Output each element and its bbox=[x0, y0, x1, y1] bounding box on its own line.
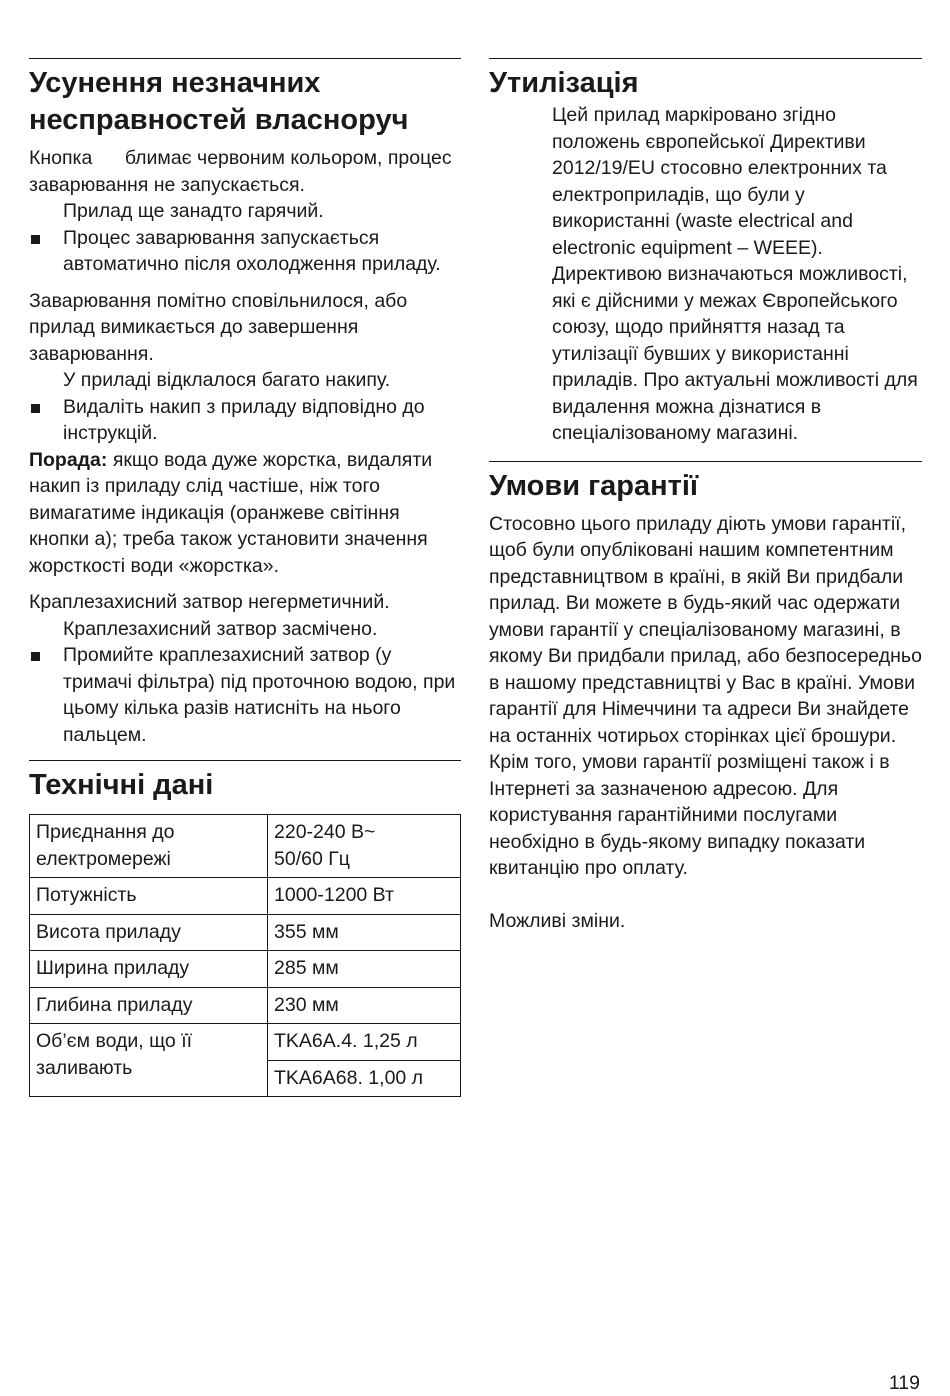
spec-label: Приєднання до електромережі bbox=[30, 815, 268, 878]
tech-spec-table bbox=[29, 814, 461, 1097]
remedy-1 bbox=[29, 225, 461, 278]
spec-label: Ширина приладу bbox=[30, 951, 268, 988]
remedy-2 bbox=[29, 394, 461, 447]
troubleshooting-section bbox=[29, 59, 461, 748]
table-row bbox=[30, 951, 461, 988]
tip-label: Порада: bbox=[29, 448, 108, 471]
tech-section bbox=[29, 761, 461, 1097]
table-row bbox=[30, 914, 461, 951]
remedy-1-text: Процес заварювання запускається автоматично після охолодження приладу. bbox=[63, 226, 441, 275]
tip-paragraph bbox=[29, 447, 461, 580]
spec-label: Висота приладу bbox=[30, 914, 268, 951]
table-row bbox=[30, 815, 461, 878]
table-row bbox=[30, 1024, 461, 1061]
spec-value: TKA6A.4. 1,25 л bbox=[268, 1024, 461, 1061]
spec-value: 285 мм bbox=[268, 951, 461, 988]
warranty-title: Умови гарантії bbox=[489, 469, 699, 502]
problem-1-start: Кнопка bbox=[29, 147, 93, 169]
disposal-title: Утилізація bbox=[489, 67, 639, 99]
problem-2: Заварювання помітно сповільнилося, або прилад вимикається до завершення заварювання. bbox=[29, 289, 408, 365]
table-row bbox=[30, 987, 461, 1024]
cause-1: Прилад ще занадто гарячий. bbox=[63, 200, 324, 222]
spec-label: Об’єм води, що її заливають bbox=[30, 1024, 268, 1097]
warranty-text: Стосовно цього приладу діють умови гарантії, щоб були опубліковані нашим компетентним представництвом в країні, в якій Ви придбали прилад. Ви можете в будь-який час одержати умови гарантії у спеціалізованому магазині, в якому Ви придбали прилад, або безпосередньо в нашому представництві у Вас в країні. Умови гарантії для Німеччини та адреси Ви знайдете на останніх чотирьох сторінках цієї брошури. Крім того, умови гарантії розміщені також і в Інтернеті за зазначеною адресою. Для користування гарантійними послугами необхідно в будь-якому випадку показати квитанцію про оплату. bbox=[489, 512, 922, 879]
spec-label: Глибина приладу bbox=[30, 987, 268, 1024]
bullet-square-icon bbox=[31, 652, 40, 661]
spec-label: Потужність bbox=[30, 878, 268, 915]
tip-text: якщо вода дуже жорстка, видаляти накип із приладу слід частіше, ніж того вимагатиме індикація (оранжеве світіння кнопки a); треба також установити значення жорсткості води «жорстка». bbox=[29, 448, 433, 577]
cause-2: У приладі відклалося багато накипу. bbox=[63, 369, 391, 391]
remedy-3-text: Промийте краплезахисний затвор (у тримачі фільтра) під проточною водою, при цьому кілька разів натисніть на нього пальцем. bbox=[63, 644, 456, 746]
spec-value: 1000-1200 Вт bbox=[268, 878, 461, 915]
warranty-section bbox=[489, 462, 922, 935]
remedy-2-text: Видаліть накип з приладу відповідно до інструкцій. bbox=[63, 395, 425, 444]
remedy-3 bbox=[29, 642, 461, 748]
warranty-note: Можливі зміни. bbox=[489, 909, 626, 932]
left-column bbox=[29, 58, 461, 1097]
problem-3: Краплезахисний затвор негерметичний. bbox=[29, 591, 390, 613]
spec-value: TKA6A68. 1,00 л bbox=[268, 1060, 461, 1097]
disposal-text: Цей прилад маркіровано згідно положень європейської Директиви 2012/19/EU стосовно електронних та електроприладів, що були у використанні (waste electrical and electronic equipment – WEEE). Директивою визначаються можливості, які є дійсними у межах Європейського союзу, щодо прийняття назад та утилізації бувших у використанні приладів. Про актуальні можливості для видалення можна дізнатися в спеціалізованому магазині. bbox=[552, 104, 918, 444]
right-column bbox=[489, 58, 922, 934]
cause-3: Краплезахисний затвор засмічено. bbox=[63, 617, 378, 640]
disposal-section bbox=[489, 59, 922, 447]
problem-1 bbox=[29, 145, 461, 198]
table-row bbox=[30, 878, 461, 915]
bullet-square-icon bbox=[31, 235, 40, 244]
tech-title: Технічні дані bbox=[29, 769, 214, 801]
spec-value: 230 мм bbox=[268, 987, 461, 1024]
spec-value: 220-240 В~ 50/60 Гц bbox=[268, 815, 461, 878]
problem-1-end: блимає червоним кольором, процес заварювання не запускається. bbox=[29, 147, 452, 196]
bullet-square-icon bbox=[31, 404, 40, 413]
spec-value: 355 мм bbox=[268, 914, 461, 951]
page-number: 119 bbox=[888, 1372, 920, 1394]
troubleshooting-title: Усунення незначних несправностей власноруч bbox=[29, 67, 409, 136]
